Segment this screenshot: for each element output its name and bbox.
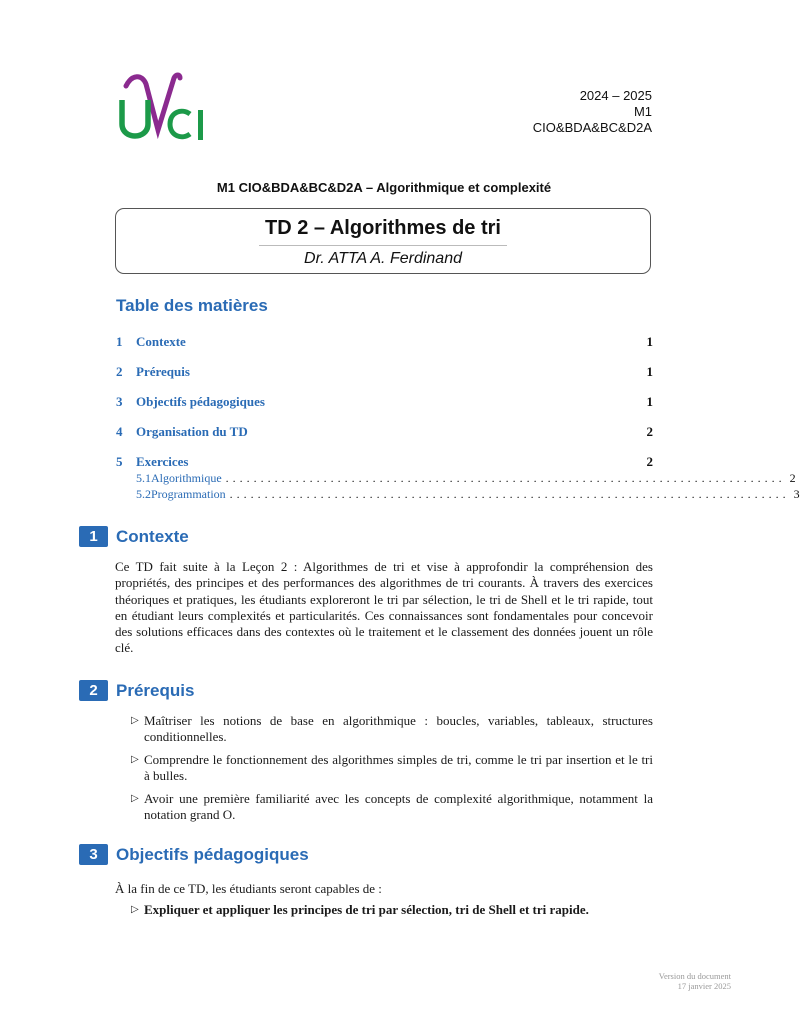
section-number-badge: 1 (79, 526, 108, 547)
triangle-bullet-icon: ▷ (131, 904, 139, 915)
toc-leader-dots: ................................................................................ (229, 487, 790, 501)
title-divider (259, 245, 507, 246)
toc-item-number: 3 (116, 394, 123, 409)
toc-subitem-number: 5.2 (136, 487, 151, 501)
toc-item-number: 2 (116, 364, 123, 379)
toc-item-number: 4 (116, 424, 123, 439)
objectifs-list (131, 902, 653, 925)
toc-subitem-label: Programmation (151, 487, 226, 501)
programs: CIO&BDA&BC&D2A (532, 120, 652, 135)
toc-item-label: Organisation du TD (136, 424, 248, 439)
list-item: ▷ Expliquer et appliquer les principes de tri par sélection, tri de Shell et tri rapide. (131, 902, 589, 917)
toc-subitem-programmation[interactable] (116, 487, 800, 503)
prerequis-list (131, 713, 653, 830)
document-version-footer (659, 971, 731, 991)
triangle-bullet-icon: ▷ (131, 715, 139, 726)
toc-item-label: Exercices (136, 454, 189, 469)
toc-item-label: Objectifs pédagogiques (136, 394, 265, 409)
list-item: ▷ Comprendre le fonctionnement des algorithmes simples de tri, comme le tri par insertion et le tri à bulles. (131, 752, 653, 784)
toc-subitem-algorithmique[interactable] (116, 471, 796, 487)
toc-item-prerequis[interactable] (116, 364, 653, 394)
toc-item-contexte[interactable] (116, 334, 653, 364)
list-item: ▷ Maîtriser les notions de base en algorithmique : boucles, variables, tableaux, structures conditionnelles. (131, 713, 653, 745)
triangle-bullet-icon: ▷ (131, 754, 139, 766)
contexte-paragraph: Ce TD fait suite à la Leçon 2 : Algorithmes de tri et vise à approfondir la compréhension des propriétés, des principes et des performances des algorithmes de tri courants. À travers des exercices théoriques et pratiques, les étudiants exploreront le tri par sélection, le tri de Shell et le tri rapide, tout en étudiant leurs complexités et particularités. Ces connaissances sont fondamentales pour concevoir des solutions efficaces dans des contextes où le traitement et le classement des données jouent un rôle clé. (115, 559, 653, 656)
course-line: M1 CIO&BDA&BC&D2A – Algorithmique et complexité (216, 180, 552, 195)
toc-item-label: Prérequis (136, 364, 190, 379)
toc-leader-dots: ................................................................................ (225, 471, 786, 485)
toc-subitem-label: Algorithmique (151, 471, 222, 485)
toc-item-page: 1 (646, 364, 653, 379)
section-heading-contexte (79, 526, 189, 547)
toc-item-label: Contexte (136, 334, 186, 349)
title-box (115, 208, 651, 274)
section-title: Contexte (116, 526, 189, 546)
document-title: TD 2 – Algorithmes de tri (265, 217, 501, 239)
toc-item-page: 2 (646, 424, 653, 439)
toc-item-page: 1 (646, 394, 653, 409)
list-item: ▷ Avoir une première familiarité avec les concepts de complexité algorithmique, notamment la notation grand O. (131, 791, 653, 823)
toc-item-exercices[interactable] (116, 454, 653, 471)
section-title: Prérequis (116, 680, 195, 700)
version-date: 17 janvier 2025 (677, 981, 731, 991)
document-author: Dr. ATTA A. Ferdinand (304, 250, 462, 267)
level: M1 (633, 104, 652, 119)
table-of-contents (116, 334, 800, 503)
academic-year: 2024 – 2025 (579, 88, 652, 103)
toc-item-number: 1 (116, 334, 123, 349)
toc-item-organisation[interactable] (116, 424, 653, 454)
header-info (533, 88, 652, 136)
toc-item-page: 1 (646, 334, 653, 349)
section-heading-prerequis (79, 680, 194, 701)
toc-item-page: 2 (646, 454, 653, 469)
toc-subitem-number: 5.1 (136, 471, 151, 485)
uvci-logo-graphic (118, 72, 218, 144)
triangle-bullet-icon: ▷ (131, 793, 139, 805)
toc-item-objectifs[interactable] (116, 394, 653, 424)
section-number-badge: 3 (79, 844, 108, 865)
version-label: Version du document (658, 971, 731, 981)
objectifs-intro: À la fin de ce TD, les étudiants seront capables de : (115, 881, 382, 896)
toc-item-number: 5 (116, 454, 123, 469)
section-title: Objectifs pédagogiques (116, 844, 309, 864)
toc-heading: Table des matières (116, 296, 268, 315)
toc-subitem-page: 2 (789, 471, 796, 485)
section-heading-objectifs (79, 844, 309, 865)
toc-subitem-page: 3 (793, 487, 800, 501)
uvci-logo (118, 72, 218, 144)
section-number-badge: 2 (79, 680, 108, 701)
